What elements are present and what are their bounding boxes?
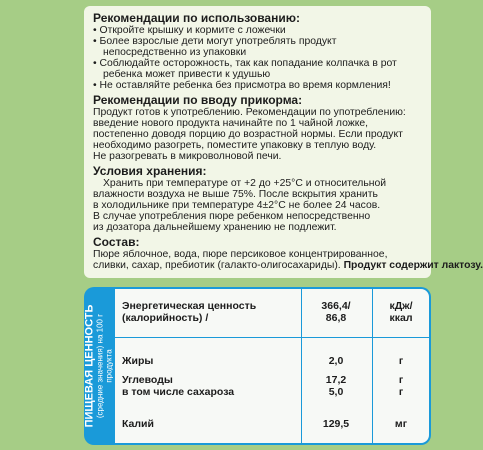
composition-line <box>93 260 483 271</box>
storage-line: из дозатора дальнейшему хранению не подлежит. <box>93 222 337 233</box>
usage-item: ребенка может привести к удушью <box>103 69 271 80</box>
nutrient-value: 17,2 <box>325 374 347 386</box>
storage-line: в холодильнике при температуре 4±2°С не более 24 часов. <box>93 200 381 211</box>
instructions-panel <box>84 6 483 278</box>
energy-value: 366,4/ <box>321 300 351 312</box>
row-divider <box>115 337 429 338</box>
intro-line: Продукт готов к употреблению. Рекомендации по употреблению: <box>93 107 406 118</box>
storage-title: Условия хранения: <box>93 164 207 178</box>
column-divider <box>372 289 373 443</box>
usage-item: • Откройте крышку и кормите с ложечки <box>93 25 286 36</box>
intro-line: необходимо разогреть, поместите упаковку в теплую воду. <box>93 140 377 151</box>
nutrition-card <box>84 287 431 445</box>
intro-line: Не разогревать в микроволновой печи. <box>93 151 282 162</box>
composition-text: сливки, сахар, пребиотик (галакто-олигосахариды). <box>93 260 341 271</box>
intro-line: постепенно доводя порцию до возрастной нормы. Если продукт <box>93 129 403 140</box>
nutrient-name: Калий <box>122 418 154 430</box>
usage-item: непосредственно из упаковки <box>103 47 247 58</box>
storage-line: Хранить при температуре от +2 до +25°С и относительной <box>103 178 387 189</box>
nutrient-value: 5,0 <box>328 386 344 398</box>
composition-line: Пюре яблочное, вода, пюре персиковое концентрированное, <box>93 249 388 260</box>
energy-label: Энергетическая ценность <box>122 300 257 312</box>
usage-title: Рекомендации по использованию: <box>93 11 300 25</box>
composition-title: Состав: <box>93 235 140 249</box>
storage-line: влажности воздуха не выше 75%. После вскрытия хранить <box>93 189 378 200</box>
nutrient-unit: г <box>398 386 404 398</box>
energy-unit: ккал <box>389 312 413 324</box>
nutrition-label-sub: продукта <box>104 349 114 383</box>
usage-item: • Не оставляйте ребенка без присмотра во время кормления! <box>93 80 391 91</box>
nutrition-table <box>115 289 429 443</box>
nutrient-name: Углеводы <box>122 374 173 386</box>
nutrient-unit: г <box>398 374 404 386</box>
lactose-warning: Продукт содержит лактозу. <box>343 260 483 271</box>
usage-item: • Соблюдайте осторожность, так как попадание колпачка в рот <box>93 58 397 69</box>
usage-item: • Более взрослые дети могут употреблять продукт <box>93 36 337 47</box>
nutrient-name: Жиры <box>122 355 154 367</box>
energy-unit: кДж/ <box>389 300 413 312</box>
energy-label: (калорийность) / <box>122 312 209 324</box>
nutrient-value: 129,5 <box>322 418 350 430</box>
nutrient-unit: мг <box>394 418 408 430</box>
nutrient-value: 2,0 <box>328 355 344 367</box>
intro-title: Рекомендации по вводу прикорма: <box>93 93 303 107</box>
nutrition-label-sub: (средние значения) на 100 г <box>95 313 105 419</box>
nutrient-name: в том числе сахароза <box>122 386 235 398</box>
intro-line: введение нового продукта начинайте по 1 чайной ложке, <box>93 118 369 129</box>
nutrition-side-label <box>84 287 114 445</box>
nutrition-label-main: ПИЩЕВАЯ ЦЕННОСТЬ <box>83 304 96 428</box>
storage-line: В случае употребления пюре ребенком непосредственно <box>93 211 371 222</box>
column-divider <box>301 289 302 443</box>
energy-value: 86,8 <box>325 312 347 324</box>
nutrient-unit: г <box>398 355 404 367</box>
